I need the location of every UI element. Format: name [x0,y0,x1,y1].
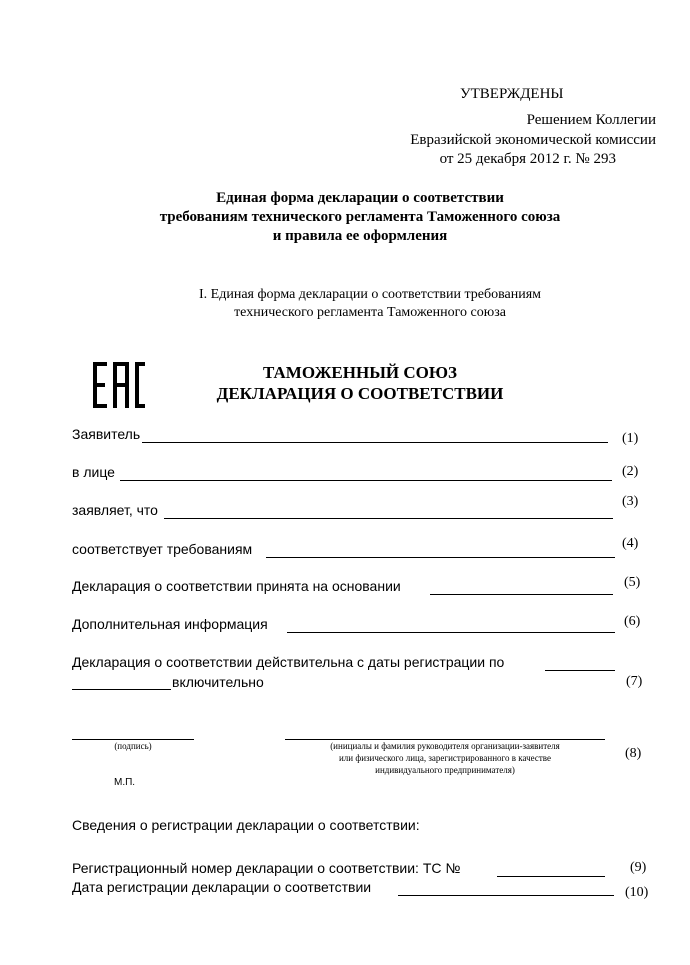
field-validity-inclusive-label: включительно [172,674,264,690]
field-represented-by-label: в лице [72,464,115,480]
field-requirements-input[interactable] [266,557,615,558]
approved-heading: УТВЕРЖДЕНЫ [460,86,564,102]
field-applicant-label: Заявитель [72,426,141,442]
approval-decision: Решением Коллегии [526,112,656,128]
field-requirements-label: соответствует требованиям [72,541,253,557]
registration-date-input[interactable] [398,895,614,896]
section-title-line2: технического регламента Таможенного союза [234,305,506,320]
registration-date-number: (10) [625,885,649,900]
field-additional-info-input[interactable] [287,632,615,633]
registration-date-label: Дата регистрации декларации о соответствии [72,879,372,895]
approval-commission: Евразийской экономической комиссии [410,132,656,148]
field-validity-date-continued-input[interactable] [72,689,171,690]
signatory-name-caption-line3: индивидуального предпринимателя) [375,765,515,775]
signature-line[interactable] [72,739,194,740]
field-represented-by-input[interactable] [120,480,612,481]
field-applicant-number: (1) [622,431,639,446]
registration-number-label: Регистрационный номер декларации о соответствии: ТС № [72,860,461,876]
field-basis-input[interactable] [430,594,613,595]
field-declares-number: (3) [622,494,639,509]
field-applicant-input[interactable] [142,442,608,443]
signatory-name-line[interactable] [285,739,605,740]
field-basis-label: Декларация о соответствии принята на основании [72,578,401,594]
field-requirements-number: (4) [622,536,639,551]
section-title-line1: I. Единая форма декларации о соответствии требованиям [199,287,541,302]
field-validity-date-input[interactable] [545,670,615,671]
main-title-line2: требованиям технического регламента Таможенного союза [159,209,561,225]
main-title-line3: и правила ее оформления [272,228,448,244]
field-represented-by-number: (2) [622,464,639,479]
form-header-union: ТАМОЖЕННЫЙ СОЮЗ [263,363,457,382]
seal-label: М.П. [114,777,136,788]
signature-number: (8) [625,746,642,761]
eac-mark-icon [93,362,145,408]
registration-number-input[interactable] [497,876,605,877]
field-declares-input[interactable] [164,518,613,519]
form-header-declaration: ДЕКЛАРАЦИЯ О СООТВЕТСТВИИ [216,384,504,403]
field-basis-number: (5) [624,575,641,590]
signatory-name-caption-line1: (инициалы и фамилия руководителя организации-заявителя [330,741,560,751]
approval-date: от 25 декабря 2012 г. № 293 [439,151,616,167]
registration-heading: Сведения о регистрации декларации о соответствии: [72,817,420,833]
signature-caption: (подпись) [114,741,152,751]
registration-number-number: (9) [630,860,647,875]
signatory-name-caption-line2: или физического лица, зарегистрированного в качестве [338,753,551,763]
field-declares-label: заявляет, что [72,502,158,518]
field-additional-info-number: (6) [624,614,641,629]
field-validity-number: (7) [626,674,643,689]
field-additional-info-label: Дополнительная информация [72,616,268,632]
field-validity-label: Декларация о соответствии действительна с даты регистрации по [72,654,505,670]
main-title-line1: Единая форма декларации о соответствии [216,190,504,206]
